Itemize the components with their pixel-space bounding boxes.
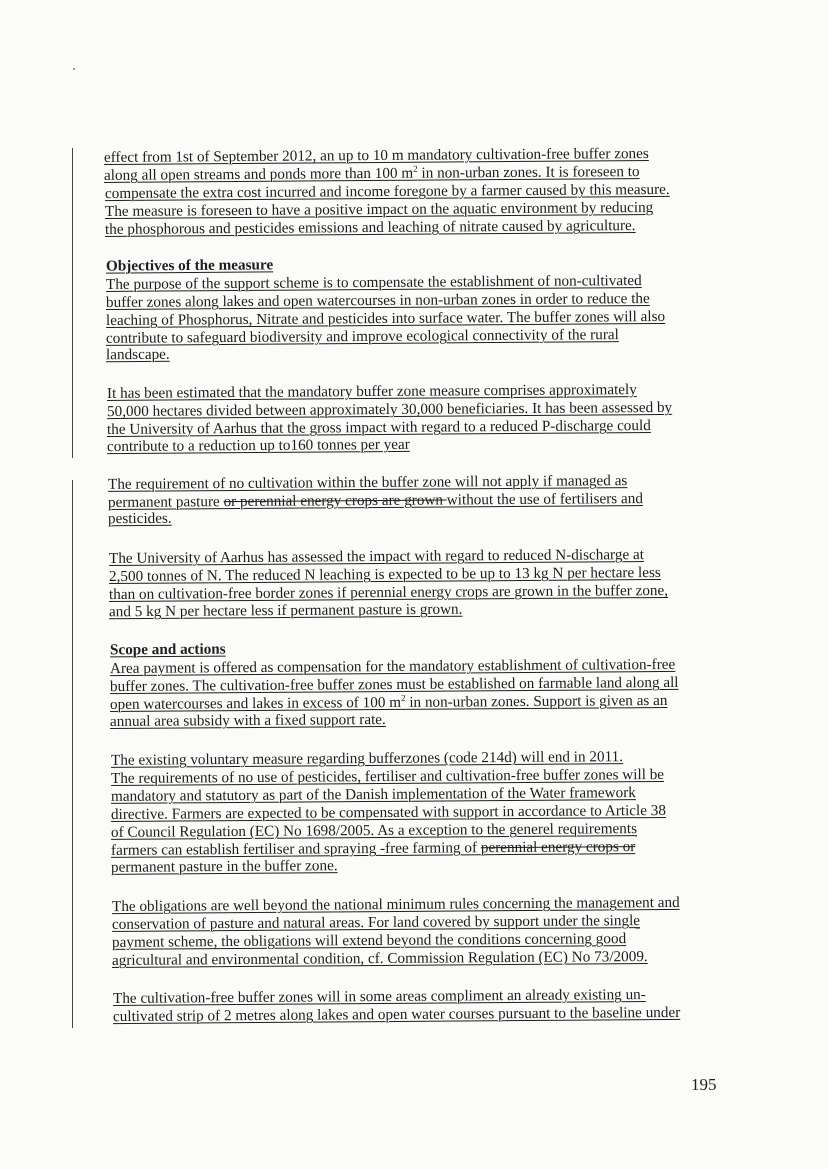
text-line: than on cultivation-free border zones if perennial energy crops are grown in the buffer zone, [108, 581, 669, 604]
text-line: buffer zones. The cultivation-free buffer zones must be established on farmable land along all [109, 673, 679, 696]
deleted-text: or perennial energy crops are grown [223, 491, 447, 511]
text-line: and 5 kg N per hectare less if permanent pasture is grown. [108, 600, 463, 621]
text-line: payment scheme, the obligations will extend beyond the conditions concerning good [111, 930, 627, 951]
text-line: open watercourses and lakes in excess of 100 $m^2$ in non-urban zones. Support is given as an [109, 691, 668, 714]
text-line: effect from 1st of September 2012, an up to 10 m mandatory cultivation-free buffer zones [103, 145, 649, 166]
text-line: contribute to safeguard biodiversity and improve ecological connectivity of the rural [105, 326, 619, 347]
text-line: leaching of Phosphorus, Nitrate and pesticides into surface water. The buffer zones will also [105, 307, 666, 330]
text-line: 50,000 hectares divided between approximately 30,000 beneficiaries. It has been assessed by [106, 398, 673, 421]
text-line: The University of Aarhus has assessed the impact with regard to reduced N-discharge at [108, 546, 644, 567]
text-line: It has been estimated that the mandatory buffer zone measure comprises approximately [106, 381, 637, 402]
text-line: The measure is foreseen to have a positive impact on the aquatic environment by reducing [104, 198, 654, 221]
text-line: the University of Aarhus that the gross impact with regard to a reduced P-discharge could [106, 417, 651, 438]
superscript: 2 [400, 692, 406, 703]
text-line: The requirement of no cultivation within the buffer zone will not apply if managed as [107, 472, 628, 493]
change-bar [72, 148, 73, 458]
section-heading-scope: Scope and actions [109, 640, 226, 659]
text-line: the phosphorous and pesticides emissions and leaching of nitrate caused by agriculture. [104, 217, 636, 238]
text-line: 2,500 tonnes of N. The reduced N leaching is expected to be up to 13 kg N per hectare less [108, 563, 661, 586]
text-line: along all open streams and ponds more than 100 $m^2$ in non-urban zones. It is foreseen to [103, 163, 640, 184]
section-heading-objectives: Objectives of the measure [105, 256, 274, 275]
text-line: landscape. [105, 345, 170, 364]
deleted-text: perennial energy crops or [480, 838, 636, 857]
text-line: contribute to a reduction up to160 tonnes per year [106, 435, 410, 456]
text-line: The purpose of the support scheme is to compensate the establishment of non-cultivated [105, 272, 642, 293]
text-line: agricultural and environmental condition, cf. Commission Regulation (EC) No 73/2009. [111, 948, 648, 969]
text-line: buffer zones along lakes and open watercourses in non-urban zones in order to reduce the [105, 290, 650, 311]
text-line: The existing voluntary measure regarding bufferzones (code 214d) will end in 2011. [110, 748, 624, 769]
text-line: conservation of pasture and natural areas. For land covered by support under the single [111, 912, 641, 933]
text-line: The cultivation-free buffer zones will in some areas compliment an already existing un- [112, 986, 646, 1007]
text-line: The obligations are well beyond the national minimum rules concerning the management and [111, 893, 680, 916]
text-line: farmers can establish fertiliser and spraying -free farming of perennial energy crops or [110, 838, 636, 859]
text-line: directive. Farmers are expected to be compensated with support in accordance to Article 38 [110, 801, 667, 824]
superscript: 2 [413, 163, 418, 174]
text-line: Area payment is offered as compensation for the mandatory establishment of cultivation-free [109, 655, 676, 678]
text-line: compensate the extra cost incurred and income foregone by a farmer caused by this measure. [104, 180, 670, 203]
text-line: permanent pasture or perennial energy crops are grown without the use of fertilisers and [107, 490, 643, 511]
text-line: permanent pasture in the buffer zone. [110, 857, 338, 876]
page-number: 195 [691, 1075, 717, 1094]
text-line: annual area subsidy with a fixed support rate. [109, 710, 386, 731]
text-line: pesticides. [107, 509, 172, 528]
text-line: mandatory and statutory as part of the Danish implementation of the Water framework [110, 784, 636, 805]
text-line: cultivated strip of 2 metres along lakes and open water courses pursuant to the baseline under [112, 1003, 681, 1026]
change-bar [72, 480, 73, 1028]
text-line: The requirements of no use of pesticides, fertiliser and cultivation-free buffer zones will be [110, 765, 665, 788]
text-line: of Council Regulation (EC) No 1698/2005. As a exception to the generel requirements [110, 820, 638, 841]
scan-speck [73, 68, 75, 70]
